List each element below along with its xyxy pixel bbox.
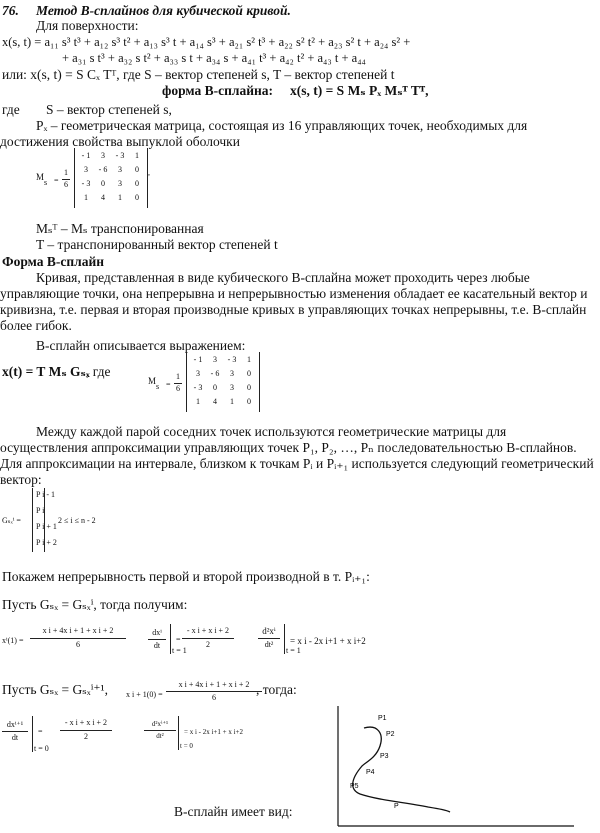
point-label-p1: P1 — [378, 715, 387, 722]
let-gsx-i-plus-1: Пусть Gₛₓ = Gₛₓⁱ⁺¹, — [2, 682, 108, 697]
matrix-cell: 0 — [213, 383, 217, 392]
matrix-cell: - 3 — [193, 383, 203, 392]
matrix-cell: 1 — [196, 397, 200, 406]
matrix-cell: 3 — [101, 151, 105, 160]
matrix-cell: 0 — [135, 193, 139, 202]
matrix-cell: 0 — [135, 165, 139, 174]
matrix-cell: - 1 — [193, 355, 203, 364]
vector-range: 2 ≤ i ≤ n - 2 — [58, 516, 96, 525]
matrix-cell: - 3 — [81, 179, 91, 188]
matrix-ms-label: M — [36, 172, 45, 182]
matrix-cell: 3 — [118, 179, 122, 188]
derivative-formulas-i-plus-1: dxⁱ⁺¹ dt t = 0 = - x i + x i + 2 2 d²xⁱ⁺¹ dt² t = 0 = x i - 2x i+1 + x i+2 — [2, 716, 302, 756]
then-label: , тогда: — [256, 682, 297, 697]
section-title: Метод B-сплайнов для кубической кривой. — [36, 3, 291, 18]
matrix-cell: 3 — [213, 355, 217, 364]
matrix-ms-body — [74, 148, 148, 208]
bspline-form-formula: x(s, t) = S Mₛ Pₓ Mₛᵀ Tᵀ, — [290, 83, 429, 98]
matrix-cell: - 3 — [227, 355, 237, 364]
surface-equation-line2: + a₃₁ s t³ + a₃₂ s t² + a₃₃ s t + a₃₄ s + a₄₁ t³ + a₄₂ t² + a₄₃ t + a₄₄ — [62, 51, 366, 65]
matrix-cell: 1 — [230, 397, 234, 406]
matrix-cell: 3 — [196, 369, 200, 378]
matrix-ms-2-body — [186, 352, 260, 412]
matrix-cell: 1 — [135, 151, 139, 160]
matrix-cell: 0 — [247, 383, 251, 392]
matrix-cell: 0 — [247, 397, 251, 406]
derivative-formulas-i: xⁱ(1) = x i + 4x i + 1 + x i + 2 6 dxⁱ dt t = 1 = - x i + x i + 2 2 d²xⁱ dt² t = 1 = x i - 2x i+1 + x i+2 — [2, 626, 366, 655]
matrix-cell: - 1 — [81, 151, 91, 160]
form-section-title: Форма B-сплайн — [2, 254, 105, 269]
point-label-p: P — [394, 803, 399, 810]
described-by: B-сплайн описывается выражением: — [36, 338, 246, 353]
surface-equation-line1: x(s, t) = a₁₁ s³ t³ + a₁₂ s³ t² + a₁₃ s³ t + a₁₄ s³ + a₂₁ s² t³ + a₂₂ s² t² + a₂₃ s² t + a₂₄ s² + — [2, 35, 411, 49]
bspline-expression: x(t) = T Mₛ Gₛₓ — [2, 364, 90, 379]
matrix-cell: 0 — [101, 179, 105, 188]
point-label-p2: P2 — [386, 731, 395, 738]
t-transposed-def: T – транспонированный вектор степеней t — [36, 237, 278, 252]
point-label-p3: P3 — [380, 753, 389, 760]
s-definition: S – вектор степеней s, — [46, 102, 172, 117]
matrix-cell: 3 — [230, 369, 234, 378]
form-section-paragraph: Кривая, представленная в виде кубического B-сплайна может проходить через любые управляющие точки, она непрерывна и непрерывностью изменения обладает ее касательный вектор и кривизна, т.е. первая и вторая производные кривых в управляющих точках непрерывны, т.е. B-сплайн более гибок. — [0, 270, 588, 333]
where-label: где — [2, 102, 20, 117]
let-gsx-i: Пусть Gₛₓ = Gₛₓⁱ, тогда получим: — [2, 597, 188, 612]
matrix-cell: 1 — [84, 193, 88, 202]
matrix-cell: - 6 — [210, 369, 220, 378]
matrix-cell: 0 — [135, 179, 139, 188]
matrix-cell: 1 — [247, 355, 251, 364]
ms-transposed-def: Mₛᵀ – Mₛ транспонированная — [36, 221, 204, 236]
continuity-statement: Покажем непрерывность первой и второй производной в т. Pᵢ₊₁: — [2, 569, 370, 584]
matrix-cell: 0 — [247, 369, 251, 378]
point-label-p5: P5 — [350, 783, 359, 790]
bspline-shape-caption: B-сплайн имеет вид: — [174, 804, 293, 819]
surface-or-line: или: x(s, t) = S Cₓ Tᵀ, где S – вектор степеней s, T – вектор степеней t — [2, 67, 395, 82]
geometric-vector-paragraph: Между каждой парой соседних точек используются геометрические матрицы для осуществления аппроксимации управляющих точек P₁, P₂, …, Pₙ последовательностью B-сплайнов. Для аппроксимации на интервале, близком к точкам Pᵢ и Pᵢ₊₁ используется следующий геометрический вектор: — [0, 424, 594, 487]
matrix-cell: 3 — [118, 165, 122, 174]
surface-intro: Для поверхности: — [36, 18, 139, 33]
matrix-ms: M s = 1 6 - 1 3 - 3 1 3 - 6 3 0 - 3 0 3 0 1 4 1 0 , — [34, 148, 154, 210]
matrix-cell: - 6 — [98, 165, 108, 174]
x-i-plus-1-at-zero: x i + 1(0) = x i + 4x i + 1 + x i + 2 6 — [126, 678, 346, 708]
matrix-ms-sub: s — [44, 178, 48, 187]
bspline-form-label: форма B-сплайна: — [162, 83, 274, 98]
matrix-cell: 4 — [213, 397, 217, 406]
matrix-cell: 4 — [101, 193, 105, 202]
matrix-cell: 3 — [230, 383, 234, 392]
matrix-cell: 3 — [84, 165, 88, 174]
matrix-ms-2: M s = 1 6 - 1 3 - 3 1 3 - 6 3 0 - 3 0 3 0 1 4 1 0 — [146, 352, 266, 414]
section-number: 76. — [2, 3, 19, 18]
expression-where: , где — [86, 364, 111, 379]
px-definition: Pₓ – геометрическая матрица, состоящая из 16 управляющих точек, необходимых для достижения свойства выпуклой оболочки — [0, 118, 528, 149]
geometric-vector-label: Gₛₓⁱ = — [2, 516, 21, 525]
matrix-cell: - 3 — [115, 151, 125, 160]
matrix-cell: 1 — [118, 193, 122, 202]
point-label-p4: P4 — [366, 769, 375, 776]
bspline-curve-figure — [328, 706, 578, 830]
geometric-vector: Gₛₓⁱ = P i - 1 P i P i + 1 P i + 2 2 ≤ i ≤ n - 2 — [2, 488, 122, 554]
